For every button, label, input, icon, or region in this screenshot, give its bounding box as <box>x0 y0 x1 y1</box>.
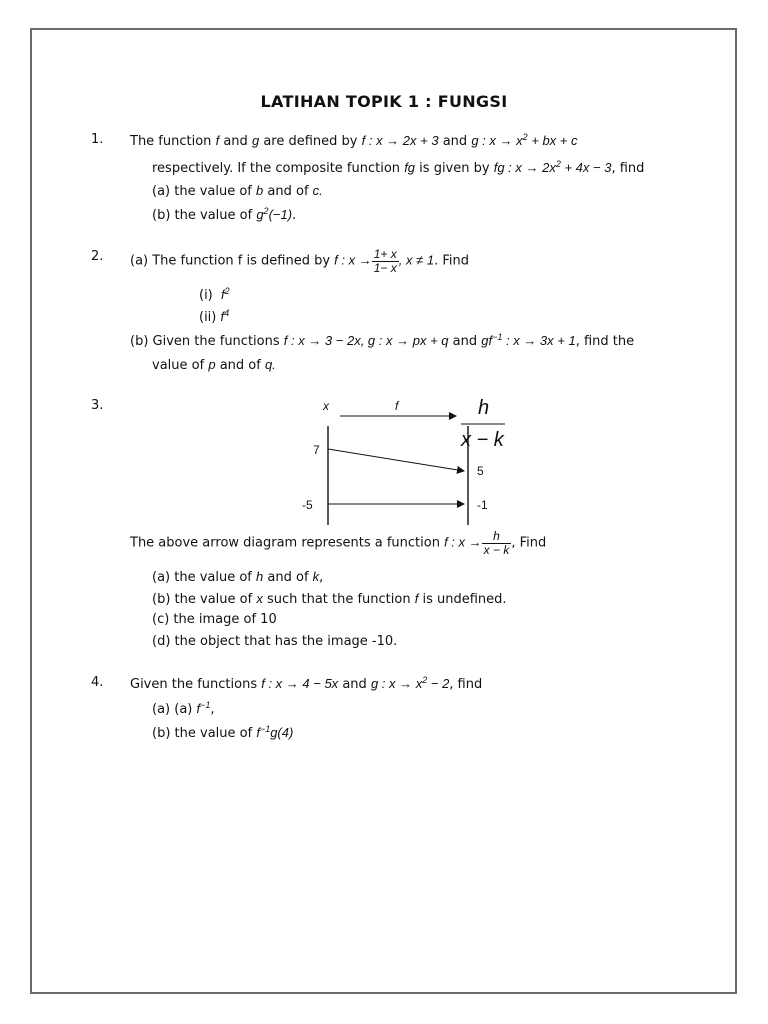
f-definition: f : x → 2x + 3 <box>361 133 439 148</box>
question-3-number: 3. <box>91 398 104 413</box>
domain-value-7: 7 <box>313 443 320 457</box>
arrow-7-to-5 <box>328 449 464 471</box>
question-2-number: 2. <box>91 249 104 264</box>
domain-value-neg5: -5 <box>302 498 313 512</box>
question-1-part-b: (b) the value of $g^2(-1)$. <box>152 206 297 223</box>
question-3-part-c: (c) the image of 10 <box>152 612 277 627</box>
question-1-part-a: (a) the value of b and of c. <box>152 183 323 199</box>
question-2-part-a-i: (i) $f^2$ <box>199 286 230 303</box>
question-3-description: The above arrow diagram represents a function f : x → $\frac{h}{x - k}$ , Find <box>130 529 547 557</box>
numerator-h: h <box>478 397 490 419</box>
question-2-part-a-ii: (ii) $f^4$ <box>199 308 230 325</box>
question-1-line-2: respectively. If the composite function fg is given by fg : $x \to 2x^2 + 4x - 3$, find <box>152 159 645 176</box>
domain-label-x: x <box>323 399 329 413</box>
question-4-number: 4. <box>91 675 104 690</box>
question-3-part-b: (b) the value of x such that the function f is undefined. <box>152 591 507 607</box>
question-1-line-1: The function f and g are defined by f : x → 2x + 3 and g : $x \to x^2$ + bx + c <box>130 132 578 149</box>
codomain-value-neg1: -1 <box>477 498 488 512</box>
question-1-number: 1. <box>91 132 104 147</box>
fg-definition: fg : $x \to 2x^2 + 4x - 3$ <box>493 159 612 175</box>
question-3-part-d: (d) the object that has the image -10. <box>152 634 398 649</box>
question-4-part-a: (a) (a) $f^{-1}$, <box>152 700 215 717</box>
question-3-part-a: (a) the value of h and of k, <box>152 569 324 585</box>
question-2-part-a: (a) The function f is defined by f : x → $\frac{1+ x}{1- x}$ , x ≠ 1. Find <box>130 247 469 275</box>
page-title: LATIHAN TOPIK 1 : FUNGSI <box>260 92 508 111</box>
fraction: $\frac{1+ x}{1- x}$ <box>373 247 397 275</box>
arrow-label-f: f <box>395 399 399 413</box>
question-4-line-1: Given the functions f : x → 4 − 5x and g : $x \to x^2 - 2$, find <box>130 675 483 692</box>
question-4-part-b: (b) the value of $f^{-1}g(4)$ <box>152 724 294 741</box>
g-definition: g : $x \to x^2$ + bx + c <box>471 132 578 148</box>
codomain-value-5: 5 <box>477 464 484 478</box>
denominator-x-minus-k: x − k <box>461 429 504 451</box>
question-2-part-b-cont: value of p and of q. <box>152 357 276 373</box>
question-2-part-b: (b) Given the functions f : x → 3 − 2x, g : x → px + q and $gf^{-1}$ : x → 3x + 1, find the <box>130 332 635 349</box>
